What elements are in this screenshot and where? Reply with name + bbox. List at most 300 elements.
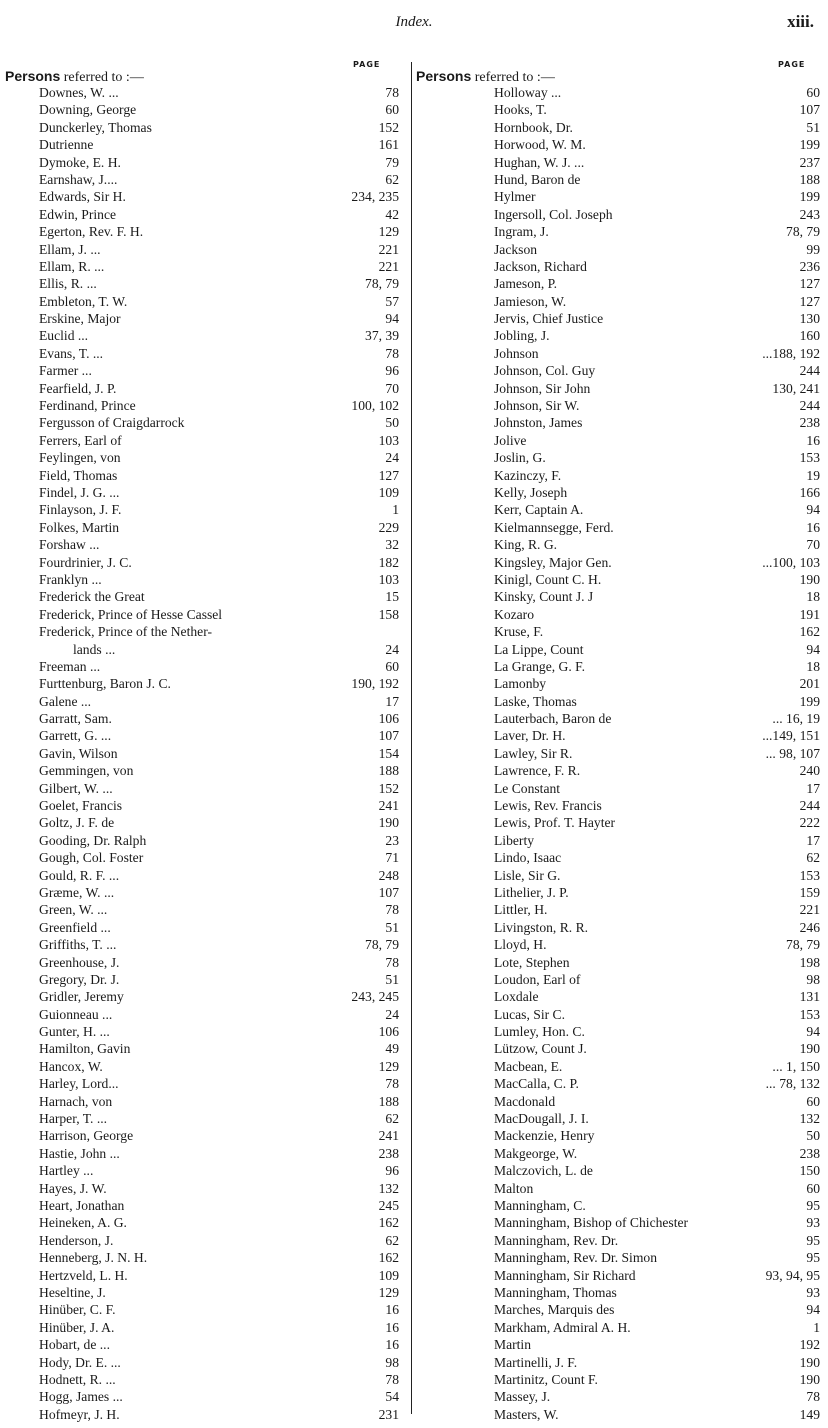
entry-pages: 182 xyxy=(378,554,399,570)
entry-name: King, R. G. xyxy=(494,537,558,553)
entry-name: Loxdale xyxy=(494,989,539,1005)
entry-name: Henderson, J. xyxy=(39,1232,114,1248)
entry-pages: 244 xyxy=(799,363,820,379)
entry-name: Hastie, John ... xyxy=(39,1145,120,1161)
entry-name: Ellam, R. ... xyxy=(39,258,105,274)
index-entry xyxy=(416,1075,820,1092)
index-entry xyxy=(5,1023,405,1040)
entry-name: Griffiths, T. ... xyxy=(39,937,117,953)
index-entry xyxy=(5,554,405,571)
entry-pages: 107 xyxy=(378,728,399,744)
entry-name: Jackson xyxy=(494,241,538,257)
entry-pages: 241 xyxy=(378,1128,399,1144)
index-entry xyxy=(5,919,405,936)
page-column-label: PAGE xyxy=(353,60,381,69)
entry-name: Gough, Col. Foster xyxy=(39,850,144,866)
entry-name: Forshaw ... xyxy=(39,537,100,553)
entry-name: Harrison, George xyxy=(39,1128,134,1144)
entry-name: Fergusson of Craigdarrock xyxy=(39,415,185,431)
entry-name: Littler, H. xyxy=(494,902,548,918)
index-entry xyxy=(416,241,820,258)
entry-name: Harley, Lord... xyxy=(39,1076,119,1092)
entry-name: Furttenburg, Baron J. C. xyxy=(39,676,171,692)
entry-pages: 229 xyxy=(378,519,399,535)
entry-pages: 32 xyxy=(385,537,399,553)
index-entry xyxy=(5,397,405,414)
index-entry xyxy=(416,223,820,240)
index-entry xyxy=(5,1406,405,1423)
index-entry xyxy=(416,397,820,414)
entry-pages: 107 xyxy=(799,102,820,118)
index-entry xyxy=(416,971,820,988)
entry-name: Jolive xyxy=(494,432,527,448)
entry-name: Manningham, Thomas xyxy=(494,1284,617,1300)
entry-name: Lumley, Hon. C. xyxy=(494,1024,585,1040)
entry-pages: 127 xyxy=(378,467,399,483)
index-entry xyxy=(5,223,405,240)
entry-name: Downing, George xyxy=(39,102,137,118)
index-entry xyxy=(5,693,405,710)
entry-name: Markham, Admiral A. H. xyxy=(494,1319,631,1335)
entry-name: Lote, Stephen xyxy=(494,954,570,970)
index-entry xyxy=(416,362,820,379)
entry-pages: 221 xyxy=(378,258,399,274)
index-entry xyxy=(416,414,820,431)
entry-pages: 190 xyxy=(799,571,820,587)
entry-pages: 49 xyxy=(385,1041,399,1057)
entry-pages: 231 xyxy=(378,1406,399,1422)
index-entry xyxy=(416,797,820,814)
index-entry xyxy=(416,1371,820,1388)
entry-name: Kinigl, Count C. H. xyxy=(494,571,602,587)
entry-name: Greenhouse, J. xyxy=(39,954,120,970)
index-entry xyxy=(416,449,820,466)
entry-name: Holloway ... xyxy=(494,85,562,100)
entry-name: Macdonald xyxy=(494,1093,556,1109)
entry-pages: 60 xyxy=(806,1093,820,1109)
entry-name: Græme, W. ... xyxy=(39,884,115,900)
entry-pages: 95 xyxy=(806,1250,820,1266)
index-entry xyxy=(416,206,820,223)
index-entry xyxy=(5,988,405,1005)
entry-pages: 238 xyxy=(378,1145,399,1161)
entry-name: Lewis, Rev. Francis xyxy=(494,798,602,814)
entry-name: lands ... xyxy=(73,641,116,657)
index-entry xyxy=(416,693,820,710)
entry-name: Fearfield, J. P. xyxy=(39,380,117,396)
entry-name: Lucas, Sir C. xyxy=(494,1006,565,1022)
index-entry xyxy=(5,1058,405,1075)
index-entry xyxy=(416,1249,820,1266)
entry-pages: 24 xyxy=(385,641,399,657)
entry-pages: 152 xyxy=(378,119,399,135)
entry-name: Guionneau ... xyxy=(39,1006,113,1022)
entry-pages: 129 xyxy=(378,1284,399,1300)
entry-pages: 107 xyxy=(378,884,399,900)
index-entry xyxy=(5,1214,405,1231)
entry-pages: 93, 94, 95 xyxy=(765,1267,820,1283)
index-entry xyxy=(5,188,405,205)
index-entry xyxy=(416,606,820,623)
entry-pages: 191 xyxy=(799,606,820,622)
entry-pages: 78 xyxy=(385,85,399,100)
entry-name: Hornbook, Dr. xyxy=(494,119,573,135)
entry-pages: 17 xyxy=(806,780,820,796)
index-entry xyxy=(5,154,405,171)
index-entry xyxy=(416,1127,820,1144)
entry-pages: 190 xyxy=(799,1041,820,1057)
index-entry xyxy=(416,571,820,588)
entry-pages: 240 xyxy=(799,763,820,779)
index-entry xyxy=(5,762,405,779)
entry-name: Lloyd, H. xyxy=(494,937,547,953)
entry-name: Martin xyxy=(494,1337,531,1353)
entry-name: Gridler, Jeremy xyxy=(39,989,124,1005)
index-entry xyxy=(416,832,820,849)
entry-name: Findel, J. G. ... xyxy=(39,484,120,500)
entry-pages: 190 xyxy=(799,1371,820,1387)
entry-pages: 60 xyxy=(385,658,399,674)
entry-name: Gemmingen, von xyxy=(39,763,134,779)
entry-name: Johnson, Sir John xyxy=(494,380,591,396)
index-entry xyxy=(5,623,405,640)
entry-pages: 93 xyxy=(806,1215,820,1231)
index-entry xyxy=(416,675,820,692)
entry-list xyxy=(5,84,405,1423)
entry-pages: 51 xyxy=(385,919,399,935)
entry-name: Lawley, Sir R. xyxy=(494,745,573,761)
entry-pages: 78 xyxy=(385,954,399,970)
entry-name: Hughan, W. J. ... xyxy=(494,154,585,170)
entry-pages: 161 xyxy=(378,137,399,153)
entry-name: La Lippe, Count xyxy=(494,641,584,657)
index-entry xyxy=(416,1319,820,1336)
entry-pages: 130 xyxy=(799,311,820,327)
entry-name: Mackenzie, Henry xyxy=(494,1128,595,1144)
entry-pages: 199 xyxy=(799,137,820,153)
entry-pages: 17 xyxy=(806,832,820,848)
entry-pages: 95 xyxy=(806,1198,820,1213)
index-entry xyxy=(416,84,820,101)
entry-name: Massey, J. xyxy=(494,1389,551,1405)
index-entry xyxy=(5,1319,405,1336)
index-entry xyxy=(5,571,405,588)
index-entry xyxy=(416,188,820,205)
entry-name: Folkes, Martin xyxy=(39,519,120,535)
entry-pages: 16 xyxy=(385,1337,399,1353)
entry-pages: 16 xyxy=(806,519,820,535)
entry-pages: 162 xyxy=(378,1250,399,1266)
entry-pages: 188 xyxy=(378,1093,399,1109)
entry-name: Hofmeyr, J. H. xyxy=(39,1406,120,1422)
entry-pages: 244 xyxy=(799,798,820,814)
index-entry xyxy=(416,554,820,571)
entry-name: Kielmannsegge, Ferd. xyxy=(494,519,614,535)
index-entry xyxy=(5,101,405,118)
entry-name: Manningham, Bishop of Chichester xyxy=(494,1215,689,1231)
entry-pages: 106 xyxy=(378,1024,399,1040)
entry-pages: 51 xyxy=(806,119,820,135)
index-entry xyxy=(5,380,405,397)
entry-pages: 132 xyxy=(799,1111,820,1127)
heading-rest: referred to :— xyxy=(60,70,144,85)
entry-pages: 190 xyxy=(378,815,399,831)
entry-pages: 18 xyxy=(806,589,820,605)
entry-pages: ... 78, 132 xyxy=(765,1076,820,1092)
entry-name: Laske, Thomas xyxy=(494,693,577,709)
index-entry xyxy=(416,101,820,118)
entry-name: Hinüber, C. F. xyxy=(39,1302,116,1318)
index-entry xyxy=(416,954,820,971)
index-entry xyxy=(416,727,820,744)
entry-name: Evans, T. ... xyxy=(39,345,104,361)
entry-name: Erskine, Major xyxy=(39,311,121,327)
heading-bold: Persons xyxy=(416,68,472,84)
entry-pages: 1 xyxy=(392,502,399,518)
entry-pages: 130, 241 xyxy=(772,380,820,396)
index-entry xyxy=(5,588,405,605)
index-entry xyxy=(416,1110,820,1127)
entry-name: Gregory, Dr. J. xyxy=(39,971,120,987)
entry-name: Henneberg, J. N. H. xyxy=(39,1250,148,1266)
index-entry xyxy=(416,119,820,136)
entry-name: Ellis, R. ... xyxy=(39,276,97,292)
entry-name: Hertzveld, L. H. xyxy=(39,1267,128,1283)
entry-pages: 60 xyxy=(385,102,399,118)
entry-name: Edwards, Sir H. xyxy=(39,189,126,205)
entry-name: Frederick, Prince of the Nether- xyxy=(39,624,212,640)
entry-name: Heineken, A. G. xyxy=(39,1215,127,1231)
entry-pages: 129 xyxy=(378,224,399,240)
entry-name: Kozaro xyxy=(494,606,535,622)
entry-pages: 222 xyxy=(799,815,820,831)
entry-pages: ...149, 151 xyxy=(762,728,820,744)
index-entry xyxy=(416,780,820,797)
index-entry xyxy=(5,1301,405,1318)
index-entry xyxy=(5,1127,405,1144)
entry-pages: 60 xyxy=(806,85,820,100)
entry-name: Jackson, Richard xyxy=(494,258,587,274)
entry-name: Dunckerley, Thomas xyxy=(39,119,152,135)
entry-name: La Grange, G. F. xyxy=(494,658,586,674)
index-entry xyxy=(416,501,820,518)
index-entry xyxy=(5,1284,405,1301)
entry-pages: 131 xyxy=(799,989,820,1005)
entry-name: MacCalla, C. P. xyxy=(494,1076,579,1092)
index-entry xyxy=(5,1145,405,1162)
entry-pages: 18 xyxy=(806,658,820,674)
entry-pages: ... 1, 150 xyxy=(772,1058,820,1074)
index-entry xyxy=(416,901,820,918)
index-entry xyxy=(416,1145,820,1162)
index-entry xyxy=(416,1232,820,1249)
entry-pages: 60 xyxy=(806,1180,820,1196)
entry-pages: 23 xyxy=(385,832,399,848)
index-entry xyxy=(416,327,820,344)
entry-pages: 109 xyxy=(378,484,399,500)
index-entry xyxy=(416,275,820,292)
index-entry xyxy=(5,814,405,831)
entry-pages: 152 xyxy=(378,780,399,796)
entry-name: Harper, T. ... xyxy=(39,1111,108,1127)
entry-pages: 103 xyxy=(378,571,399,587)
index-entry xyxy=(416,1388,820,1405)
entry-pages: 94 xyxy=(385,311,399,327)
entry-pages: 96 xyxy=(385,1163,399,1179)
entry-name: Jobling, J. xyxy=(494,328,550,344)
index-entry xyxy=(416,588,820,605)
entry-pages: 54 xyxy=(385,1389,399,1405)
entry-pages: 17 xyxy=(385,693,399,709)
entry-pages: 78, 79 xyxy=(786,224,820,240)
entry-pages: 42 xyxy=(385,206,399,222)
entry-name: Egerton, Rev. F. H. xyxy=(39,224,144,240)
index-entry xyxy=(5,780,405,797)
entry-pages: 100, 102 xyxy=(351,398,399,414)
index-entry xyxy=(416,154,820,171)
index-entry xyxy=(5,1249,405,1266)
entry-name: Lewis, Prof. T. Hayter xyxy=(494,815,616,831)
entry-pages: 24 xyxy=(385,1006,399,1022)
entry-name: Dutrienne xyxy=(39,137,94,153)
heading-bold: Persons xyxy=(5,68,61,84)
entry-pages: 188 xyxy=(378,763,399,779)
index-entry xyxy=(416,484,820,501)
entry-name: Fourdrinier, J. C. xyxy=(39,554,132,570)
entry-name: Lützow, Count J. xyxy=(494,1041,587,1057)
entry-name: Hobart, de ... xyxy=(39,1337,110,1353)
entry-name: Hogg, James ... xyxy=(39,1389,123,1405)
index-entry xyxy=(5,1336,405,1353)
entry-pages: 19 xyxy=(806,467,820,483)
entry-pages: 51 xyxy=(385,971,399,987)
entry-name: Liberty xyxy=(494,832,535,848)
entry-pages: 95 xyxy=(806,1232,820,1248)
index-entry xyxy=(416,171,820,188)
index-entry xyxy=(5,884,405,901)
index-entry xyxy=(5,1006,405,1023)
entry-name: Livingston, R. R. xyxy=(494,919,589,935)
index-entry xyxy=(416,936,820,953)
entry-name: Euclid ... xyxy=(39,328,89,344)
index-entry xyxy=(416,345,820,362)
entry-pages: 237 xyxy=(799,154,820,170)
index-entry xyxy=(5,467,405,484)
index-entry xyxy=(416,1267,820,1284)
entry-pages: 71 xyxy=(385,850,399,866)
entry-name: Feylingen, von xyxy=(39,450,121,466)
entry-name: Heart, Jonathan xyxy=(39,1198,125,1213)
index-entry xyxy=(416,623,820,640)
index-entry xyxy=(5,136,405,153)
entry-name: Embleton, T. W. xyxy=(39,293,128,309)
index-entry xyxy=(5,241,405,258)
entry-name: MacDougall, J. I. xyxy=(494,1111,589,1127)
entry-pages: 15 xyxy=(385,589,399,605)
entry-pages: ... 16, 19 xyxy=(772,711,820,727)
heading-rest: referred to :— xyxy=(471,70,555,85)
index-entry xyxy=(5,641,405,658)
page-number: xiii. xyxy=(787,12,814,31)
entry-name: Frederick the Great xyxy=(39,589,145,605)
entry-pages: 78 xyxy=(385,1076,399,1092)
index-entry xyxy=(5,84,405,101)
index-entry xyxy=(416,884,820,901)
entry-name: Manningham, Rev. Dr. Simon xyxy=(494,1250,657,1266)
entry-pages: 62 xyxy=(385,171,399,187)
entry-pages: 192 xyxy=(799,1337,820,1353)
entry-name: Kazinczy, F. xyxy=(494,467,562,483)
entry-name: Joslin, G. xyxy=(494,450,546,466)
entry-pages: 241 xyxy=(378,798,399,814)
entry-pages: 1 xyxy=(813,1319,820,1335)
entry-name: Loudon, Earl of xyxy=(494,971,581,987)
entry-pages: 221 xyxy=(378,241,399,257)
entry-name: Johnson, Col. Guy xyxy=(494,363,596,379)
entry-pages: 96 xyxy=(385,363,399,379)
entry-name: Freeman ... xyxy=(39,658,101,674)
index-entry xyxy=(5,293,405,310)
index-entry xyxy=(416,867,820,884)
entry-pages: 199 xyxy=(799,693,820,709)
entry-pages: 153 xyxy=(799,450,820,466)
entry-pages: 103 xyxy=(378,432,399,448)
entry-name: Hamilton, Gavin xyxy=(39,1041,131,1057)
entry-pages: 190, 192 xyxy=(351,676,399,692)
entry-pages: 50 xyxy=(385,415,399,431)
entry-pages: 246 xyxy=(799,919,820,935)
index-entry xyxy=(416,380,820,397)
entry-pages: 79 xyxy=(385,154,399,170)
entry-name: Edwin, Prince xyxy=(39,206,117,222)
entry-pages: 159 xyxy=(799,884,820,900)
entry-pages: 98 xyxy=(806,971,820,987)
entry-pages: 62 xyxy=(385,1111,399,1127)
index-entry xyxy=(5,745,405,762)
entry-name: Green, W. ... xyxy=(39,902,108,918)
entry-name: Jamieson, W. xyxy=(494,293,567,309)
entry-name: Lawrence, F. R. xyxy=(494,763,581,779)
entry-name: Lithelier, J. P. xyxy=(494,884,569,900)
entry-name: Lisle, Sir G. xyxy=(494,867,561,883)
entry-pages: 78 xyxy=(385,1371,399,1387)
entry-name: Ellam, J. ... xyxy=(39,241,101,257)
entry-pages: 106 xyxy=(378,711,399,727)
index-entry xyxy=(5,206,405,223)
index-entry xyxy=(416,988,820,1005)
entry-pages: 16 xyxy=(385,1319,399,1335)
index-entry xyxy=(416,745,820,762)
entry-pages: 158 xyxy=(378,606,399,622)
entry-name: Le Constant xyxy=(494,780,561,796)
index-entry xyxy=(5,484,405,501)
entry-pages: 78 xyxy=(385,902,399,918)
entry-name: Dymoke, E. H. xyxy=(39,154,121,170)
index-entry xyxy=(416,1406,820,1423)
entry-pages: 243, 245 xyxy=(351,989,399,1005)
index-entry xyxy=(5,658,405,675)
entry-pages: 62 xyxy=(385,1232,399,1248)
index-entry xyxy=(416,1354,820,1371)
entry-name: Hodnett, R. ... xyxy=(39,1371,116,1387)
index-entry xyxy=(5,449,405,466)
page-column-label: PAGE xyxy=(778,60,806,69)
index-entry xyxy=(416,641,820,658)
entry-name: Ingram, J. xyxy=(494,224,549,240)
entry-name: Malton xyxy=(494,1180,534,1196)
entry-pages: 127 xyxy=(799,276,820,292)
entry-name: Ferrers, Earl of xyxy=(39,432,122,448)
